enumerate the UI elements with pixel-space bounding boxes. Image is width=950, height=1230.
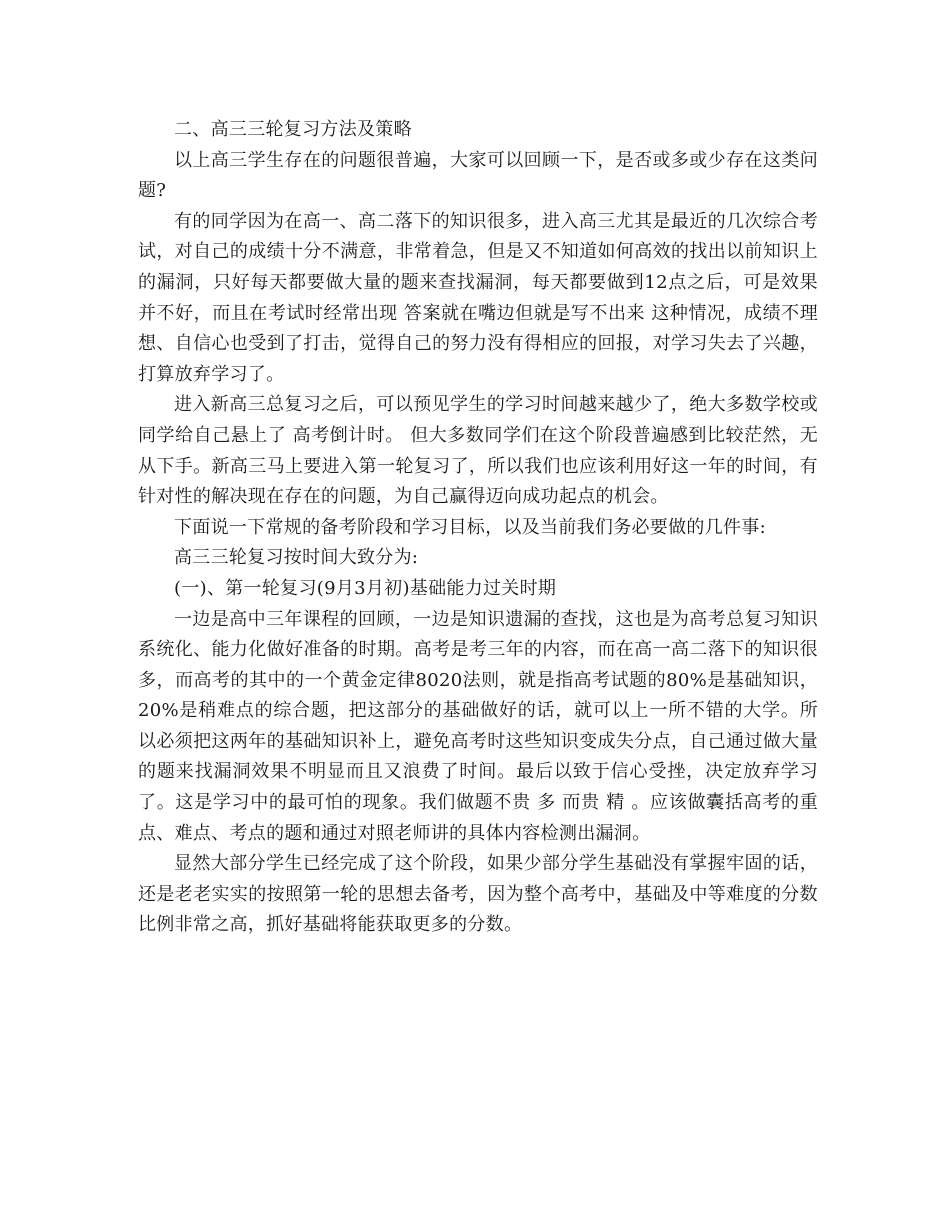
- paragraph-5: 高三三轮复习按时间大致分为:: [174, 547, 419, 569]
- paragraph-1: 以上高三学生存在的问题很普遍，大家可以回顾一下，是否或多或少存在这类问题?: [138, 149, 818, 202]
- paragraph-3: 进入新高三总复习之后，可以预见学生的学习时间越来越少了，绝大多数学校或同学给自己悬上了 高考倒计时。 但大多数同学们在这个阶段普遍感到比较茫然，无从下手。新高三马上要进入第一轮复习了，所以我们也应该利用好这一年的时间，有针对性的解决现在存在的问题，为自己赢得迈向成功起点的机会。: [138, 394, 818, 508]
- section-heading: 二、高三三轮复习方法及策略: [174, 119, 412, 140]
- paragraph-2: 有的同学因为在高一、高二落下的知识很多，进入高三尤其是最近的几次综合考试，对自己的成绩十分不满意，非常着急，但是又不知道如何高效的找出以前知识上的漏洞，只好每天都要做大量的题来查找漏洞，每天都要做到12点之后，可是效果并不好，而且在考试时经常出现 答案就在嘴边但就是写不出来 这种情况，成绩不理想、自信心也受到了打击，觉得自己的努力没有得相应的回报，对学习失去了兴趣，打算放弃学习了。: [138, 210, 818, 385]
- paragraph-4: 下面说一下常规的备考阶段和学习目标，以及当前我们务必要做的几件事:: [174, 516, 766, 538]
- subsection-heading: (一)、第一轮复习(9月3月初)基础能力过关时期: [174, 577, 557, 599]
- paragraph-7: 显然大部分学生已经完成了这个阶段，如果少部分学生基础没有掌握牢固的话，还是老老实实的按照第一轮的思想去备考，因为整个高考中，基础及中等难度的分数比例非常之高，抓好基础将能获取更多的分数。: [138, 853, 818, 936]
- paragraph-6: 一边是高中三年课程的回顾，一边是知识遗漏的查找，这也是为高考总复习知识系统化、能力化做好准备的时期。高考是考三年的内容，而在高一高二落下的知识很多，而高考的其中的一个黄金定律8020法则，就是指高考试题的80%是基础知识，20%是稍难点的综合题，把这部分的基础做好的话，就可以上一所不错的大学。所以必须把这两年的基础知识补上，避免高考时这些知识变成失分点，自己通过做大量的题来找漏洞效果不明显而且又浪费了时间。最后以致于信心受挫，决定放弃学习了。这是学习中的最可怕的现象。我们做题不贵 多 而贵 精 。应该做囊括高考的重点、难点、考点的题和通过对照老师讲的具体内容检测出漏洞。: [138, 608, 818, 844]
- document-body: [138, 115, 818, 941]
